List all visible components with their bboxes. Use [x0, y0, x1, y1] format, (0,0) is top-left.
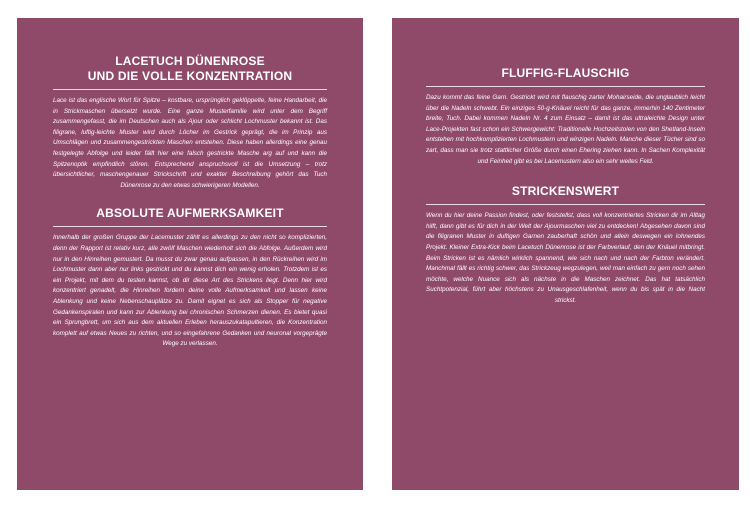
- heading-lacetuch-line1: LACETUCH DÜNENROSE: [115, 54, 265, 68]
- section-lacetuch-duenenrose: [53, 54, 327, 191]
- paragraph-fluffig: Dazu kommt das feine Garn. Gestrickt wird mit flauschig zarter Mohairseide, die unglaublich leicht über die Nadeln schwebt. Ein einziges 50-g-Knäuel reicht für das ganze, immerhin 140 Zentimeter breite, Tuch. Dabei kommen Nadeln Nr. 4 zum Einsatz – damit ist das ultraleichte Design unter Lace-Projekten fast schon ein Schwergewicht: Traditionelle Hochzeitstolen von den Shetland-Inseln entstehen mit hochkomplizierten Lochmustern und winzigen Nadeln. Manche dieser Tücher sind so zart, dass man sie trotz stattlicher Größe durch einen Ehering ziehen kann. In Sachen Komplexität und Feinheit gibt es bei Lacemustern also ein sehr weites Feld.: [426, 94, 705, 165]
- section-strickenswert: [426, 184, 705, 306]
- divider-rule: [426, 204, 705, 205]
- paragraph-aufmerksamkeit: Innerhalb der großen Gruppe der Lacemuster zählt es allerdings zu den nicht so komplizierten, denn der Rapport ist relativ kurz, alle zwölf Maschen wiederholt sich die Abfolge. Außerdem wird nur in den Hinreihen gemustert. Da musst du zwar genau aufpassen, in den Rückreihen wird im Lochmuster dann aber nur links gestrickt und du kannst dich ein wenig erholen. Trotzdem ist es ein Projekt, mit dem du testen kannst, ob dir diese Art des Strickens liegt. Denn hier wird konzentriert genadelt, die Hinreihen fordern deine volle Aufmerksamkeit und lassen keine Ablenkung und keine Nebenschauplätze zu. Damit eignet es sich als Stopper für negative Gedankenspiralen und kann zur Ablenkung bei chronischen Schmerzen dienen. Es bietet quasi ein Sprungbrett, um sich aus dem aktuellen Erleben herauszukatapultieren, die Konzentration komplett auf etwas Neues zu richten, und so eingefahrene Gedanken und neuronal vorgeprägte Wege zu verlassen.: [53, 234, 327, 348]
- heading-lacetuch-line2: UND DIE VOLLE KONZENTRATION: [87, 69, 293, 83]
- paragraph-strickenswert: Wenn du hier deine Passion findest, oder feststellst, dass voll konzentriertes Stricken dir im Alltag hilft, dann gibt es für dich in der Welt der Ajourmaschen viel zu entdecken! Abgesehen davon sind die filigranen Muster in duftigen Garnen zauberhaft schön und allein deswegen ein lohnendes Projekt. Kleiner Extra-Kick beim Lacetuch Dünenrose ist der Farbverlauf, den der Knäuel mitbringt. Beim Stricken ist es nämlich wirklich spannend, wie sich nach und nach der Farbton verändert. Manchmal fällt es richtig schwer, das Strickzeug wegzulegen, weil man einfach zu gern noch sehen möchte, welche Nuance sich als nächste in die Maschen zeichnet. Das hat tatsächlich Suchtpotenzial, führt aber höchstens zu Unausgeschlafenheit, wenn du bis spät in die Nacht strickst.: [426, 212, 705, 304]
- heading-fluffig: FLUFFIG-FLAUSCHIG: [501, 66, 630, 80]
- heading-aufmerksamkeit: ABSOLUTE AUFMERKSAMKEIT: [96, 206, 284, 221]
- heading-strickenswert: STRICKENSWERT: [511, 184, 620, 199]
- section-fluffig-flauschig: [426, 66, 705, 167]
- section-absolute-aufmerksamkeit: [53, 206, 327, 350]
- heading-lacetuch: [53, 54, 327, 84]
- divider-rule: [53, 89, 327, 90]
- divider-rule: [53, 226, 327, 227]
- right-page: [392, 18, 739, 490]
- paragraph-lacetuch: Lace ist das englische Wort für Spitze – kostbare, ursprünglich geklöppelte, feine Handarbeit, die in Strickmaschen übersetzt wurde. Eine ganze Musterfamilie wird unter dem Begriff zusammengefasst, die im Deutschen auch als Ajour oder schlicht Lochmuster bekannt ist. Das filigrane, luftig-leichte Muster wird durch Löcher im Gestrick geprägt, die im Prinzip aus Umschlägen und zusammengestrickten Maschen entstehen. Diese haben allerdings eine genau festgelegte Abfolge und leider fällt hier eine falsch gestrickte Masche arg auf und kann die Spitzenoptik empfindlich stören. Entsprechend anspruchsvoll ist die Umsetzung – trotz übersichtlicher, maschengenauer Strickschrift und exakter Beschreibung gehört das Tuch Dünenrose zu den etwas schwierigeren Modellen.: [53, 97, 327, 189]
- left-page: [17, 18, 363, 490]
- divider-rule: [426, 86, 705, 87]
